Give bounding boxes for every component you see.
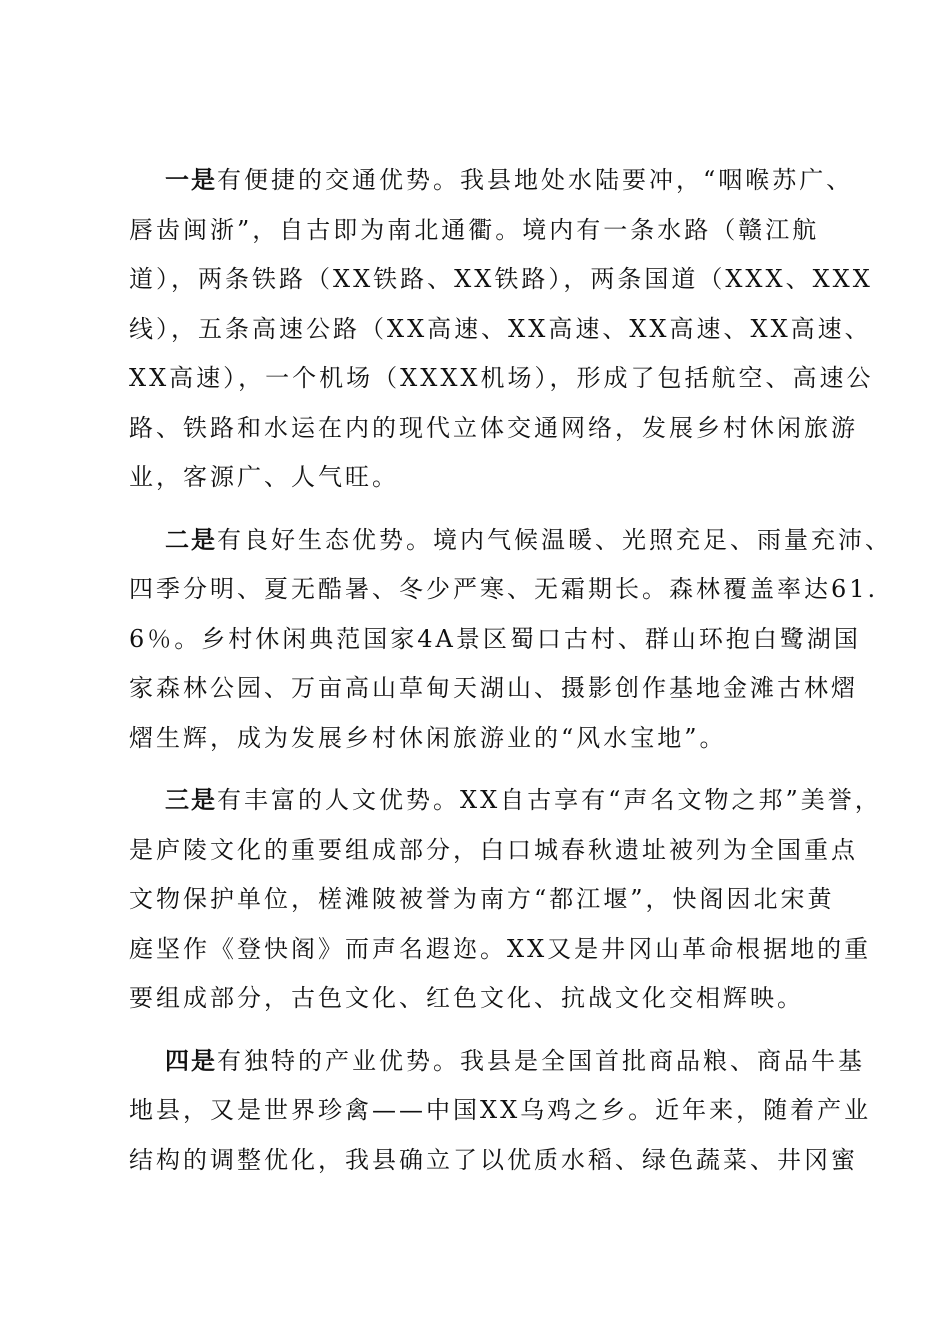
line-text: 熠生辉，成为发展乡村休闲旅游业的“风水宝地”。 (129, 723, 727, 752)
line-text: 是庐陵文化的重要组成部分，白口城春秋遗址被列为全国重点 (129, 835, 858, 864)
line-text: 业，客源广、人气旺。 (129, 463, 399, 491)
line-text: 有良好生态优势。境内气候温暖、光照充足、雨量充沛、 (217, 525, 892, 554)
line-text: 地县，又是世界珍禽——中国XX乌鸡之乡。近年来，随着产业 (129, 1096, 872, 1124)
line-text: 要组成部分，古色文化、红色文化、抗战文化交相辉映。 (129, 984, 804, 1012)
line-text: 道），两条铁路（XX铁路、XX铁路），两条国道（XXX、XXX (129, 265, 873, 293)
line-text: 有便捷的交通优势。我县地处水陆要冲，“咽喉苏广、 (217, 166, 854, 194)
line-text: 有丰富的人文优势。XX自古享有“声名文物之邦”美誉， (217, 786, 882, 814)
paragraph-lead: 一是 (165, 166, 217, 194)
line-text: 有独特的产业优势。我县是全国首批商品粮、商品牛基 (217, 1046, 865, 1075)
paragraph-lead: 四是 (165, 1046, 217, 1075)
line-text: 唇齿闽浙”，自古即为南北通衢。境内有一条水路（赣江航 (129, 215, 820, 244)
line-text: 结构的调整优化，我县确立了以优质水稻、绿色蔬菜、井冈蜜 (129, 1145, 858, 1174)
paragraph-transport-advantage (129, 156, 874, 503)
line-text: 文物保护单位，槎滩陂被誉为南方“都江堰”，快阁因北宋黄 (129, 885, 835, 913)
line-text: 四季分明、夏无酷暑、冬少严寒、无霜期长。森林覆盖率达61. (129, 575, 879, 603)
paragraph-industry-advantage (129, 1037, 872, 1186)
paragraph-lead: 三是 (165, 786, 217, 814)
line-text: 路、铁路和水运在内的现代立体交通网络，发展乡村休闲旅游 (129, 413, 858, 442)
paragraph-first-line (129, 776, 882, 826)
paragraph-first-line (129, 156, 854, 206)
line-text: 家森林公园、万亩高山草甸天湖山、摄影创作基地金滩古林熠 (129, 674, 858, 702)
line-text: XX高速），一个机场（XXXX机场），形成了包括航空、高速公 (129, 364, 874, 392)
paragraph-first-line (129, 1037, 865, 1087)
body-text (129, 156, 892, 1198)
paragraph-first-line (129, 516, 892, 566)
line-text: 线），五条高速公路（XX高速、XX高速、XX高速、XX高速、 (129, 314, 872, 343)
line-text: 6％。乡村休闲典范国家4A景区蜀口古村、群山环抱白鹭湖国 (129, 624, 861, 653)
paragraph-lead: 二是 (165, 525, 217, 554)
paragraph-culture-advantage (129, 776, 882, 1024)
line-text: 庭坚作《登快阁》而声名遐迩。XX又是井冈山革命根据地的重 (129, 934, 872, 963)
paragraph-ecology-advantage (129, 516, 892, 764)
